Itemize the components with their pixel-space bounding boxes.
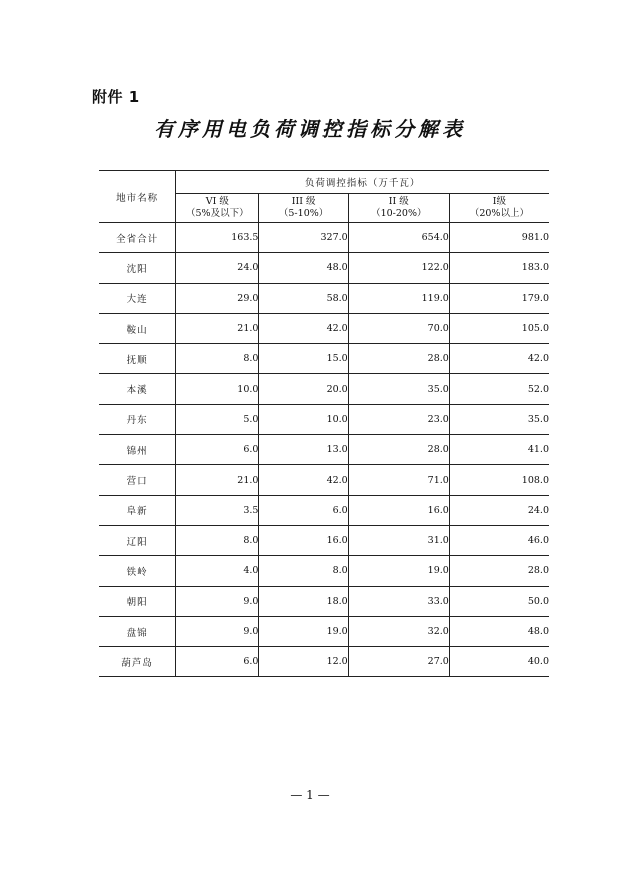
value-cell: 32.0 [348,616,449,646]
city-name-cell: 抚顺 [99,344,176,374]
value-cell: 40.0 [449,647,549,677]
city-name-cell: 全省合计 [99,223,176,253]
value-cell: 4.0 [176,556,259,586]
attachment-label: 附件 1 [92,88,140,106]
value-cell: 41.0 [449,435,549,465]
level-range: （5-10%） [278,208,329,219]
table-row [99,435,549,465]
value-cell: 8.0 [259,556,348,586]
table-row [99,495,549,525]
table-row [99,616,549,646]
value-cell: 8.0 [176,525,259,555]
value-cell: 654.0 [348,223,449,253]
value-cell: 6.0 [259,495,348,525]
city-name-cell: 鞍山 [99,313,176,343]
level-name: VI 级 [205,196,229,207]
value-cell: 9.0 [176,586,259,616]
city-column-header: 地市名称 [99,171,176,223]
value-cell: 24.0 [176,253,259,283]
value-cell: 6.0 [176,647,259,677]
table-row [99,404,549,434]
level-name: Ⅰ级 [492,196,507,207]
value-cell: 15.0 [259,344,348,374]
table-row [99,556,549,586]
value-cell: 12.0 [259,647,348,677]
city-name-cell: 铁岭 [99,556,176,586]
value-cell: 50.0 [449,586,549,616]
value-cell: 42.0 [259,313,348,343]
city-name-cell: 葫芦岛 [99,647,176,677]
page-number: — 1 — [290,788,330,802]
level-header [348,194,449,223]
table-body [99,223,549,677]
value-cell: 27.0 [348,647,449,677]
value-cell: 23.0 [348,404,449,434]
load-control-group-header: 负荷调控指标（万千瓦） [176,171,549,194]
value-cell: 9.0 [176,616,259,646]
value-cell: 179.0 [449,283,549,313]
value-cell: 48.0 [259,253,348,283]
table-row [99,223,549,253]
value-cell: 119.0 [348,283,449,313]
value-cell: 21.0 [176,313,259,343]
value-cell: 108.0 [449,465,549,495]
level-header [449,194,549,223]
city-name-cell: 丹东 [99,404,176,434]
value-cell: 16.0 [348,495,449,525]
table-row [99,253,549,283]
value-cell: 71.0 [348,465,449,495]
value-cell: 19.0 [259,616,348,646]
value-cell: 19.0 [348,556,449,586]
value-cell: 3.5 [176,495,259,525]
value-cell: 10.0 [259,404,348,434]
level-header [176,194,259,223]
value-cell: 28.0 [449,556,549,586]
level-range: （20%以上） [469,208,529,219]
value-cell: 70.0 [348,313,449,343]
city-name-cell: 锦州 [99,435,176,465]
level-header [259,194,348,223]
table-row [99,525,549,555]
value-cell: 8.0 [176,344,259,374]
value-cell: 46.0 [449,525,549,555]
value-cell: 105.0 [449,313,549,343]
value-cell: 183.0 [449,253,549,283]
city-name-cell: 盘锦 [99,616,176,646]
load-control-table [99,170,549,677]
city-name-cell: 朝阳 [99,586,176,616]
city-name-cell: 辽阳 [99,525,176,555]
value-cell: 35.0 [348,374,449,404]
value-cell: 58.0 [259,283,348,313]
value-cell: 10.0 [176,374,259,404]
value-cell: 33.0 [348,586,449,616]
value-cell: 42.0 [259,465,348,495]
value-cell: 5.0 [176,404,259,434]
level-name: III 级 [291,196,316,207]
value-cell: 21.0 [176,465,259,495]
value-cell: 327.0 [259,223,348,253]
value-cell: 6.0 [176,435,259,465]
value-cell: 29.0 [176,283,259,313]
table-row [99,647,549,677]
table-row [99,586,549,616]
city-name-cell: 阜新 [99,495,176,525]
value-cell: 13.0 [259,435,348,465]
value-cell: 16.0 [259,525,348,555]
level-range: （5%及以下） [186,208,249,219]
table-row [99,465,549,495]
level-name: II 级 [388,196,409,207]
value-cell: 52.0 [449,374,549,404]
city-name-cell: 营口 [99,465,176,495]
value-cell: 35.0 [449,404,549,434]
value-cell: 31.0 [348,525,449,555]
value-cell: 28.0 [348,435,449,465]
document-title: 有序用电负荷调控指标分解表 [154,117,466,141]
table-row [99,344,549,374]
value-cell: 122.0 [348,253,449,283]
value-cell: 20.0 [259,374,348,404]
table-row [99,374,549,404]
value-cell: 24.0 [449,495,549,525]
value-cell: 981.0 [449,223,549,253]
city-name-cell: 大连 [99,283,176,313]
value-cell: 42.0 [449,344,549,374]
value-cell: 48.0 [449,616,549,646]
table-row [99,313,549,343]
value-cell: 18.0 [259,586,348,616]
level-range: （10-20%） [371,208,427,219]
city-name-cell: 沈阳 [99,253,176,283]
value-cell: 28.0 [348,344,449,374]
value-cell: 163.5 [176,223,259,253]
city-name-cell: 本溪 [99,374,176,404]
table-row [99,283,549,313]
